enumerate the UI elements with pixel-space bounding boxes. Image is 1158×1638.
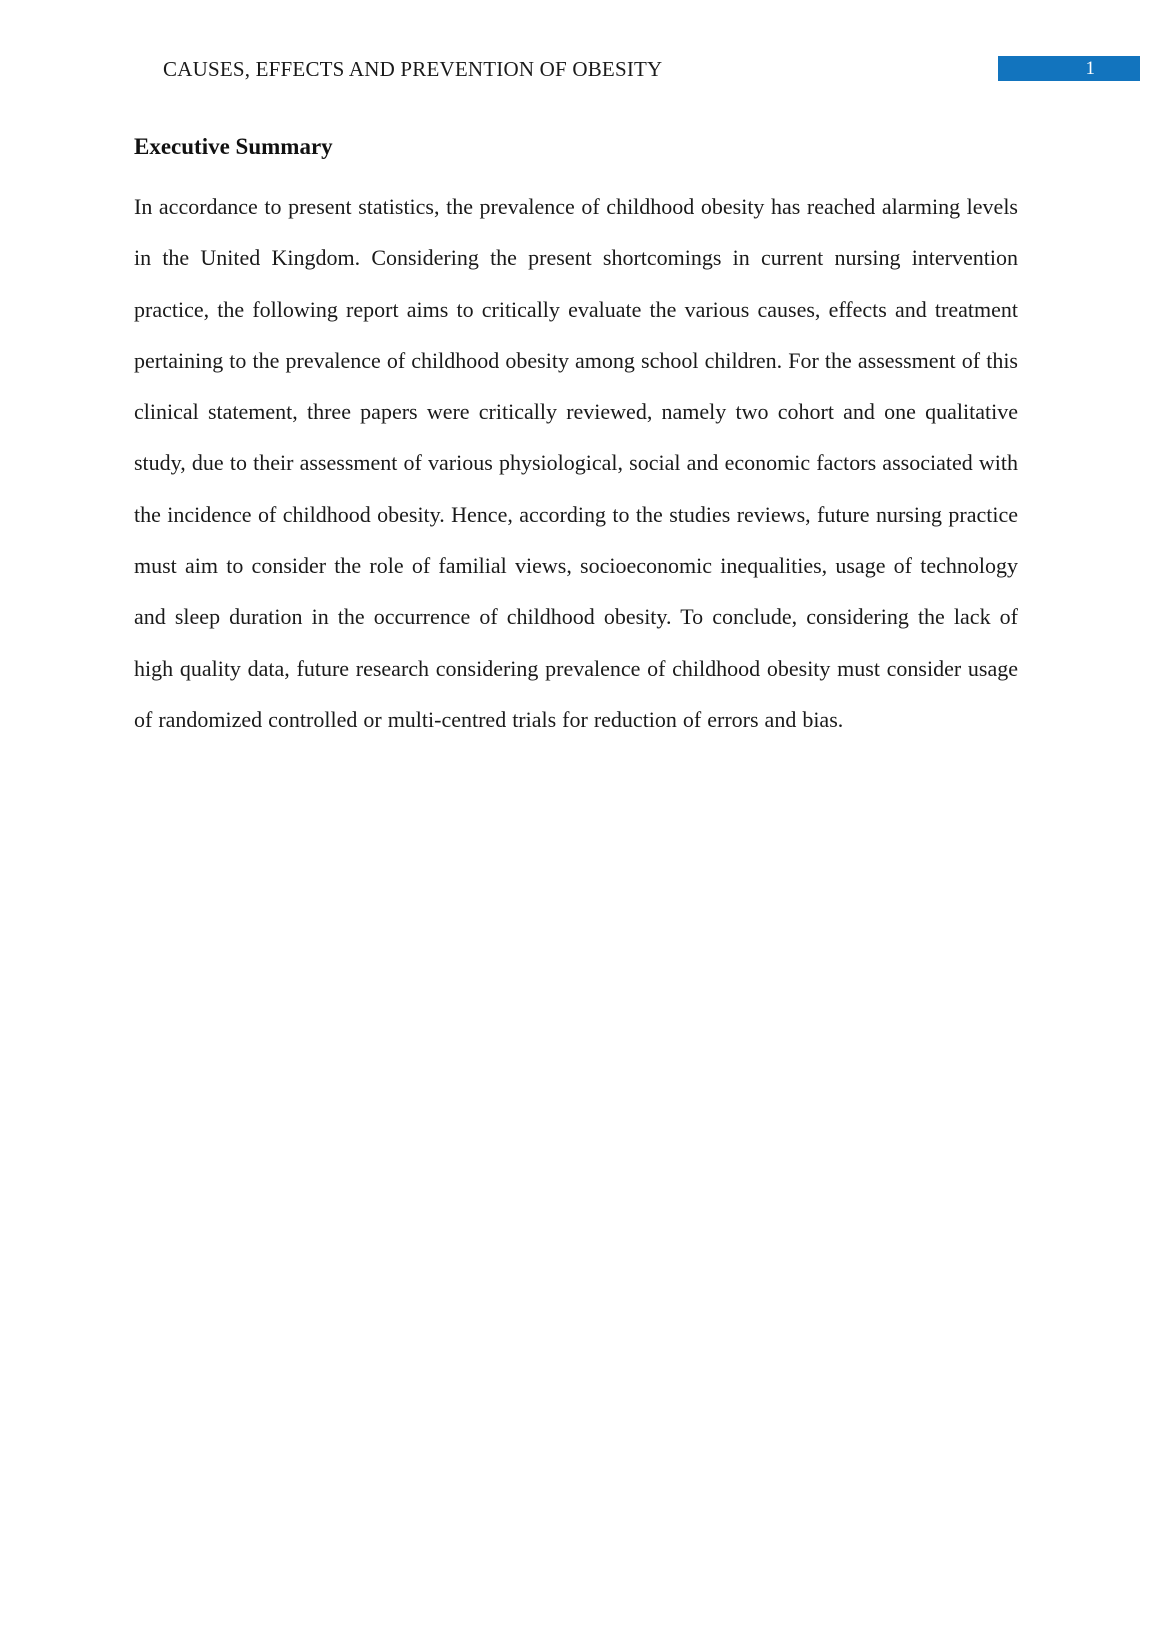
page-number: 1 <box>1085 58 1095 79</box>
page-number-box <box>998 56 1140 81</box>
body-paragraph: In accordance to present statistics, the prevalence of childhood obesity has reached alarming levels in the United Kingdom. Considering the present shortcomings in current nursing intervention practice, the following report aims to critically evaluate the various causes, effects and treatment pertaining to the prevalence of childhood obesity among school children. For the assessment of this clinical statement, three papers were critically reviewed, namely two cohort and one qualitative study, due to their assessment of various physiological, social and economic factors associated with the incidence of childhood obesity. Hence, according to the studies reviews, future nursing practice must aim to consider the role of familial views, socioeconomic inequalities, usage of technology and sleep duration in the occurrence of childhood obesity. To conclude, considering the lack of high quality data, future research considering prevalence of childhood obesity must consider usage of randomized controlled or multi-centred trials for reduction of errors and bias. <box>134 194 1018 732</box>
section-heading: Executive Summary <box>134 134 333 159</box>
running-head-title: CAUSES, EFFECTS AND PREVENTION OF OBESITY <box>163 57 663 81</box>
